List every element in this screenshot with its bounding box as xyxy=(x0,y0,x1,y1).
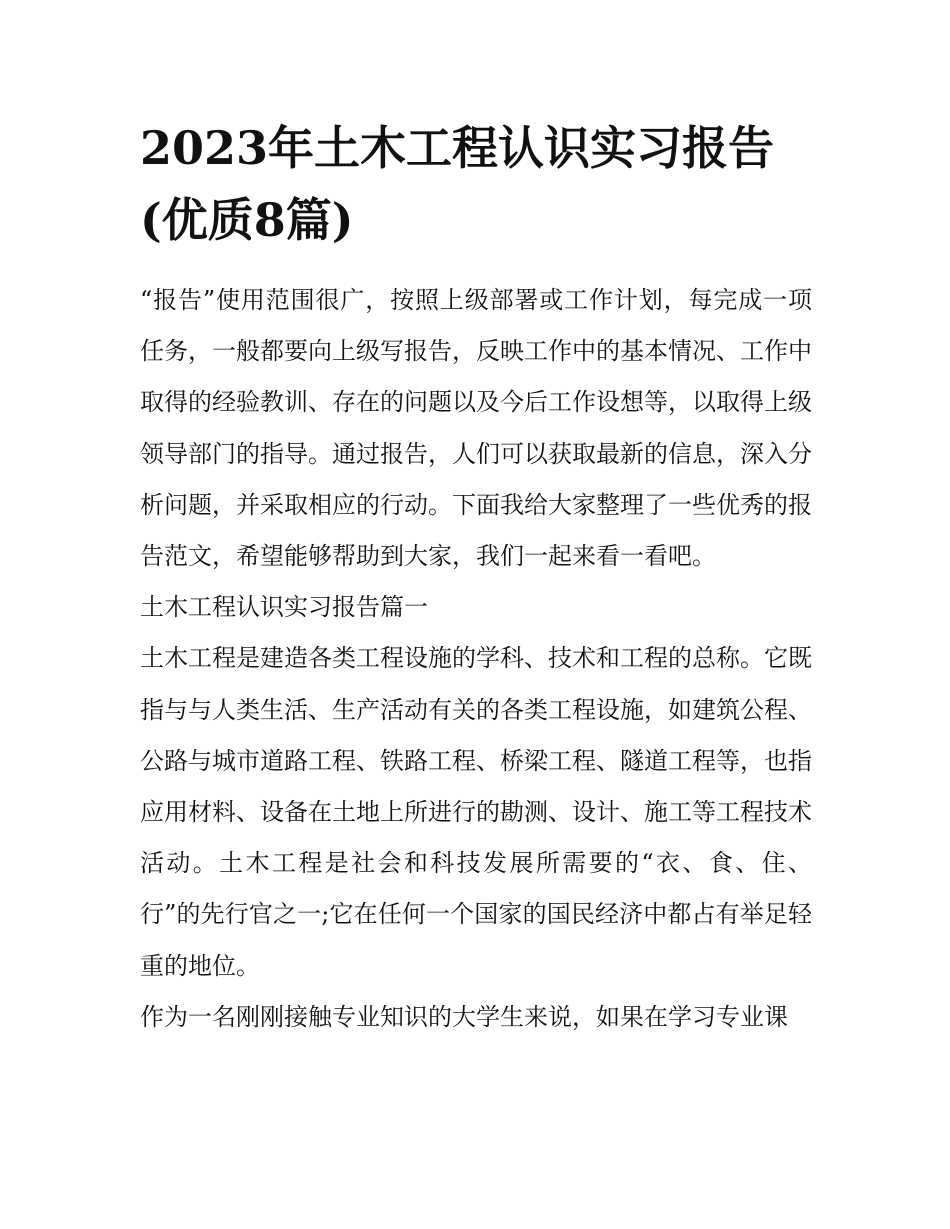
document-title: 2023年土木工程认识实习报告(优质8篇) xyxy=(140,121,775,247)
section-heading: 土木工程认识实习报告篇一 xyxy=(140,593,428,622)
intro-paragraph: “报告”使用范围很广，按照上级部署或工作计划，每完成一项任务，一般都要向上级写报告，反映工作中的基本情况、工作中取得的经验教训、存在的问题以及今后工作设想等，以取得上级领导部门的指导。通过报告，人们可以获取最新的信息，深入分析问题，并采取相应的行动。下面我给大家整理了一些优秀的报告范文，希望能够帮助到大家，我们一起来看一看吧。 xyxy=(140,286,812,571)
body-paragraph: 作为一名刚刚接触专业知识的大学生来说，如果在学习专业课 xyxy=(140,1002,788,1031)
body-paragraph: 土木工程是建造各类工程设施的学科、技术和工程的总称。它既指与与人类生活、生产活动有关的各类工程设施，如建筑公程、公路与城市道路工程、铁路工程、桥梁工程、隧道工程等，也指应用材料、设备在土地上所进行的勘测、设计、施工等工程技术活动。土木工程是社会和科技发展所需要的“衣、食、住、行”的先行官之一;它在任何一个国家的国民经济中都占有举足轻重的地位。 xyxy=(140,644,812,980)
document-body xyxy=(140,275,812,1043)
